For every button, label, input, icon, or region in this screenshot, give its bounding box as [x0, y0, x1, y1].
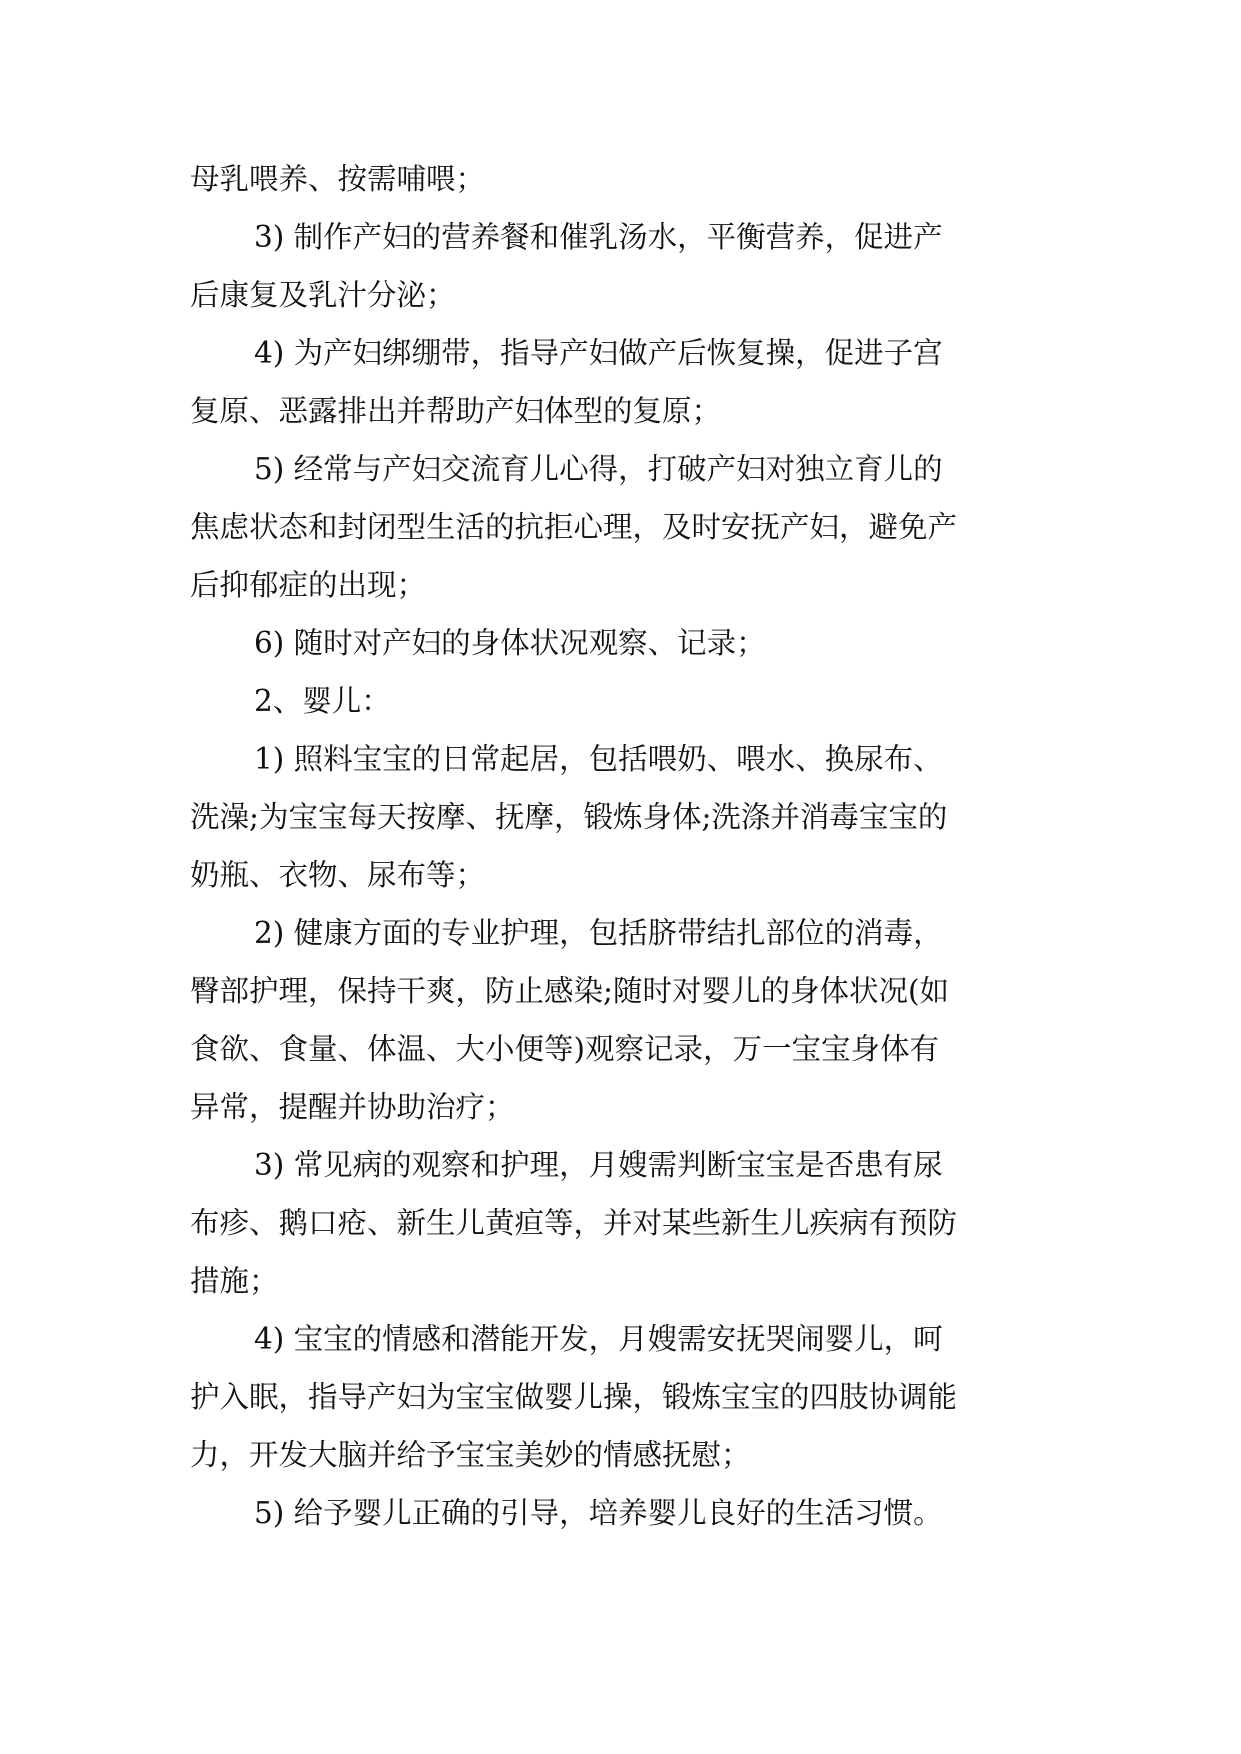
text-line: 洗澡;为宝宝每天按摩、抚摩，锻炼身体;洗涤并消毒宝宝的 [190, 800, 948, 834]
text-line: 后康复及乳汁分泌； [190, 278, 456, 312]
text-line: 措施； [190, 1264, 279, 1298]
document-body [190, 150, 1050, 1542]
text-line: 3) 常见病的观察和护理，月嫂需判断宝宝是否患有尿 [254, 1148, 943, 1182]
text-line: 奶瓶、衣物、尿布等； [190, 858, 486, 892]
text-line: 母乳喂养、按需哺喂； [190, 162, 486, 196]
text-line: 后抑郁症的出现； [190, 568, 427, 602]
text-line: 2、婴儿： [254, 684, 391, 718]
text-line: 5) 经常与产妇交流育儿心得，打破产妇对独立育儿的 [254, 452, 943, 486]
text-line: 力，开发大脑并给予宝宝美妙的情感抚慰； [190, 1438, 751, 1472]
text-line: 4) 宝宝的情感和潜能开发，月嫂需安抚哭闹婴儿，呵 [254, 1322, 943, 1356]
text-line: 6) 随时对产妇的身体状况观察、记录； [254, 626, 766, 660]
text-line: 2) 健康方面的专业护理，包括脐带结扎部位的消毒， [254, 916, 943, 950]
text-line: 焦虑状态和封闭型生活的抗拒心理，及时安抚产妇，避免产 [190, 510, 958, 544]
text-line: 4) 为产妇绑绷带，指导产妇做产后恢复操，促进子宫 [254, 336, 943, 370]
text-line: 复原、恶露排出并帮助产妇体型的复原； [190, 394, 722, 428]
text-line: 异常，提醒并协助治疗； [190, 1090, 515, 1124]
text-line: 布疹、鹅口疮、新生儿黄疸等，并对某些新生儿疾病有预防 [190, 1206, 958, 1240]
text-line: 5) 给予婴儿正确的引导，培养婴儿良好的生活习惯。 [254, 1496, 943, 1530]
text-line: 食欲、食量、体温、大小便等)观察记录，万一宝宝身体有 [190, 1032, 940, 1066]
text-line: 护入眠，指导产妇为宝宝做婴儿操，锻炼宝宝的四肢协调能 [190, 1380, 958, 1414]
text-line: 3) 制作产妇的营养餐和催乳汤水，平衡营养，促进产 [254, 220, 943, 254]
text-line: 1) 照料宝宝的日常起居，包括喂奶、喂水、换尿布、 [254, 742, 943, 776]
text-line: 臀部护理，保持干爽，防止感染;随时对婴儿的身体状况(如 [190, 974, 949, 1008]
